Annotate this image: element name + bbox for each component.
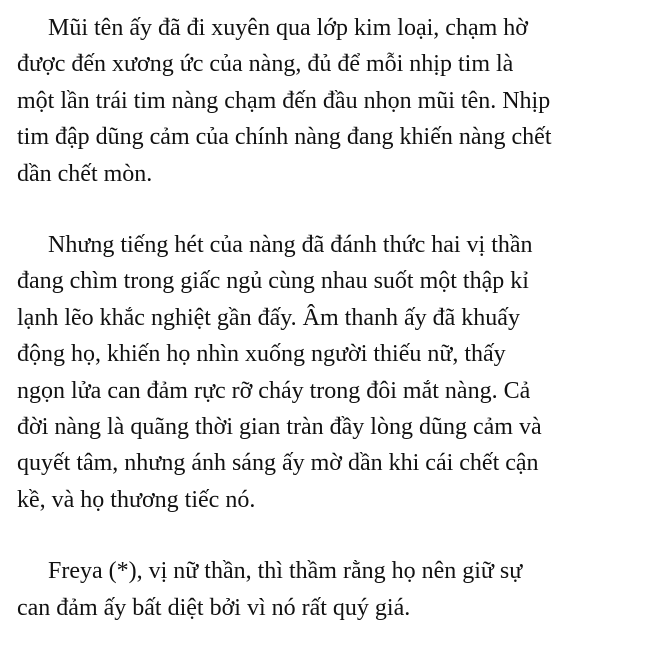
text-line: đời nàng là quãng thời gian tràn đầy lòng dũng cảm và [17,414,542,441]
text-line: ngọn lửa can đảm rực rỡ cháy trong đôi mắt nàng. Cả [17,377,531,404]
text-line: Mũi tên ấy đã đi xuyên qua lớp kim loại, chạm hờ [48,15,528,41]
text-line: được đến xương ức của nàng, đủ để mỗi nhịp tim là [17,51,514,78]
text-line: kề, và họ thương tiếc nó. [17,486,256,513]
text-line: Nhưng tiếng hét của nàng đã đánh thức hai vị thần [48,232,533,259]
text-line: dần chết mòn. [17,160,153,187]
paragraph [17,227,647,518]
text-line: quyết tâm, nhưng ánh sáng ấy mờ dần khi cái chết cận [17,450,539,477]
text-line: Freya (*), vị nữ thần, thì thầm rằng họ nên giữ sự [48,558,523,585]
text-line: một lần trái tim nàng chạm đến đầu nhọn mũi tên. Nhịp [17,87,551,114]
text-line: động họ, khiến họ nhìn xuống người thiếu nữ, thấy [17,341,506,368]
paragraph [17,10,647,192]
text-line: tim đập dũng cảm của chính nàng đang khiến nàng chết [17,124,552,151]
paragraph [17,553,647,626]
text-line: can đảm ấy bất diệt bởi vì nó rất quý giá. [17,594,411,621]
text-line: đang chìm trong giấc ngủ cùng nhau suốt một thập kỉ [17,268,529,295]
document-page [17,10,647,661]
text-line: lạnh lẽo khắc nghiệt gần đấy. Âm thanh ấy đã khuấy [17,304,520,331]
